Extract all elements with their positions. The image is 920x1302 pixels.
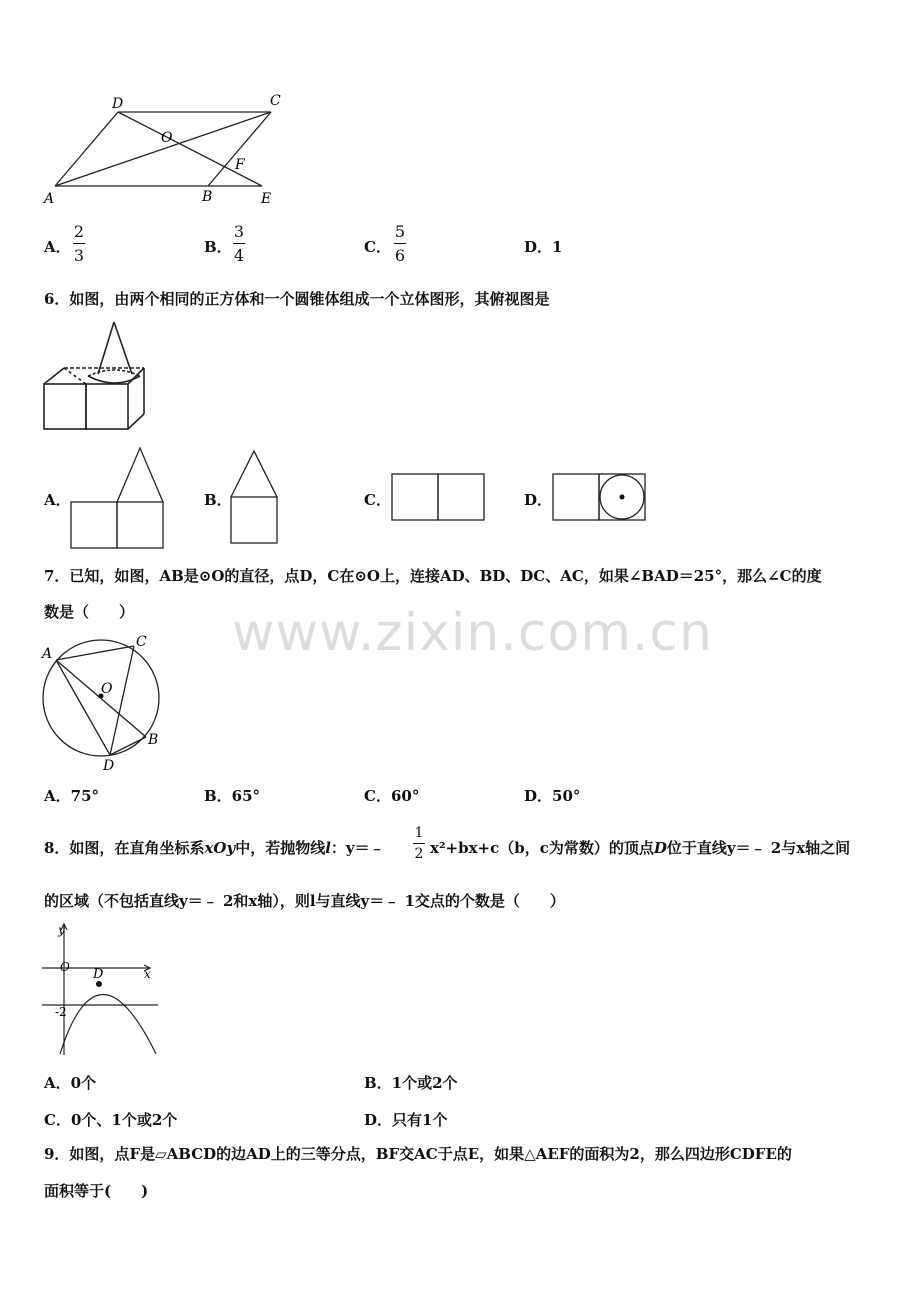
watermark: www.zixin.com.cn bbox=[232, 603, 713, 663]
q5-option-d-letter: D． bbox=[524, 238, 553, 256]
q8-fraction bbox=[413, 825, 425, 862]
q5-option-c-letter[interactable]: C． bbox=[364, 238, 391, 256]
denominator: 6 bbox=[394, 246, 406, 265]
q7-option-c[interactable]: C．60° bbox=[364, 787, 420, 805]
q6-option-d-letter[interactable]: D． bbox=[524, 491, 553, 509]
numerator: 5 bbox=[394, 222, 406, 241]
q8-stem-xoy: xOy bbox=[204, 839, 236, 857]
label-a: A bbox=[44, 191, 55, 207]
q8-option-b[interactable]: B．1个或2个 bbox=[364, 1074, 458, 1092]
q8-stem-l: l bbox=[325, 839, 331, 857]
label-a: A bbox=[42, 646, 53, 662]
q9-stem-line2: 面积等于( ) bbox=[44, 1182, 149, 1200]
q8-option-c[interactable]: C．0个、1个或2个 bbox=[44, 1111, 178, 1129]
q6-option-c-figure[interactable] bbox=[390, 472, 488, 524]
label-o: O bbox=[161, 130, 173, 146]
numerator: 3 bbox=[233, 222, 245, 241]
label-b: B bbox=[202, 189, 213, 205]
q6-solid-figure bbox=[40, 318, 152, 436]
q7-option-b[interactable]: B．65° bbox=[204, 787, 261, 805]
diagonal-ac bbox=[55, 112, 271, 186]
q7-stem-line1: 7．已知，如图，AB是⊙O的直径，点D，C在⊙O上，连接AD、BD、DC、AC，如果∠BAD＝25°，那么∠C的度 bbox=[44, 567, 822, 585]
label-x: x bbox=[144, 967, 151, 981]
q8-stem-part-a: 8．如图，在直角坐标系 bbox=[44, 839, 205, 857]
label-y: y bbox=[58, 923, 65, 937]
label-d: D bbox=[103, 758, 115, 774]
q8-parabola-figure bbox=[40, 920, 160, 1058]
q8-stem-line1 bbox=[44, 838, 385, 858]
q6-option-c-letter[interactable]: C． bbox=[364, 491, 391, 509]
denominator: 2 bbox=[414, 846, 424, 862]
q8-stem-part-c: ：y＝﹣ bbox=[330, 839, 385, 857]
q5-option-b-letter[interactable]: B． bbox=[204, 238, 232, 256]
q8-stem-part-e: 位于直线y＝﹣ 2与x轴之间 bbox=[666, 839, 851, 857]
label-c: C bbox=[136, 634, 147, 650]
q8-option-d[interactable]: D．只有1个 bbox=[364, 1111, 448, 1129]
label-f: F bbox=[235, 157, 245, 173]
q5-option-a-fraction bbox=[73, 222, 85, 265]
label-d: D bbox=[112, 96, 124, 112]
label-e: E bbox=[261, 191, 272, 207]
label-c: C bbox=[270, 93, 281, 109]
q6-option-b-letter[interactable]: B． bbox=[204, 491, 232, 509]
q6-option-a-figure[interactable] bbox=[68, 444, 168, 552]
q7-option-a[interactable]: A．75° bbox=[44, 787, 100, 805]
label-b: B bbox=[148, 732, 159, 748]
q5-option-b-fraction bbox=[233, 222, 245, 265]
q5-parallelogram-figure bbox=[40, 90, 290, 210]
q5-option-d-text: 1 bbox=[552, 238, 563, 256]
q5-option-d[interactable] bbox=[524, 236, 562, 257]
q6-option-d-figure[interactable] bbox=[551, 472, 649, 524]
q7-option-d[interactable]: D．50° bbox=[524, 787, 581, 805]
numerator: 2 bbox=[73, 222, 85, 241]
label-o: O bbox=[60, 960, 70, 974]
q6-option-b-figure[interactable] bbox=[228, 448, 284, 546]
q6-stem: 6．如图，由两个相同的正方体和一个圆锥体组成一个立体图形，其俯视图是 bbox=[44, 290, 550, 308]
label-d: D bbox=[93, 967, 104, 982]
numerator: 1 bbox=[414, 825, 424, 841]
q5-option-c-fraction bbox=[394, 222, 406, 265]
q5-option-a-letter[interactable]: A． bbox=[44, 238, 71, 256]
label-o: O bbox=[101, 681, 113, 697]
denominator: 3 bbox=[73, 246, 85, 265]
q9-stem-line1: 9．如图，点F是▱ABCD的边AD上的三等分点，BF交AC于点E，如果△AEF的面积为2，那么四边形CDFE的 bbox=[44, 1145, 792, 1163]
q8-option-a[interactable]: A．0个 bbox=[44, 1074, 97, 1092]
q8-stem-part-d: x²+bx+c（b，c为常数）的顶点 bbox=[430, 839, 654, 857]
denominator: 4 bbox=[233, 246, 245, 265]
q7-circle-figure bbox=[40, 632, 175, 774]
q8-stem-vertex-d: D bbox=[653, 839, 667, 857]
q8-stem-line2: 的区域（不包括直线y＝﹣ 2和x轴），则l与直线y＝﹣ 1交点的个数是（ ） bbox=[44, 892, 565, 910]
q8-stem-line1-tail bbox=[430, 838, 850, 858]
q7-stem-line2: 数是（ ） bbox=[44, 603, 135, 621]
q8-stem-part-b: 中，若抛物线 bbox=[235, 839, 326, 857]
label-minus-2: -2 bbox=[55, 1005, 67, 1019]
q6-option-a-letter[interactable]: A． bbox=[44, 491, 71, 509]
